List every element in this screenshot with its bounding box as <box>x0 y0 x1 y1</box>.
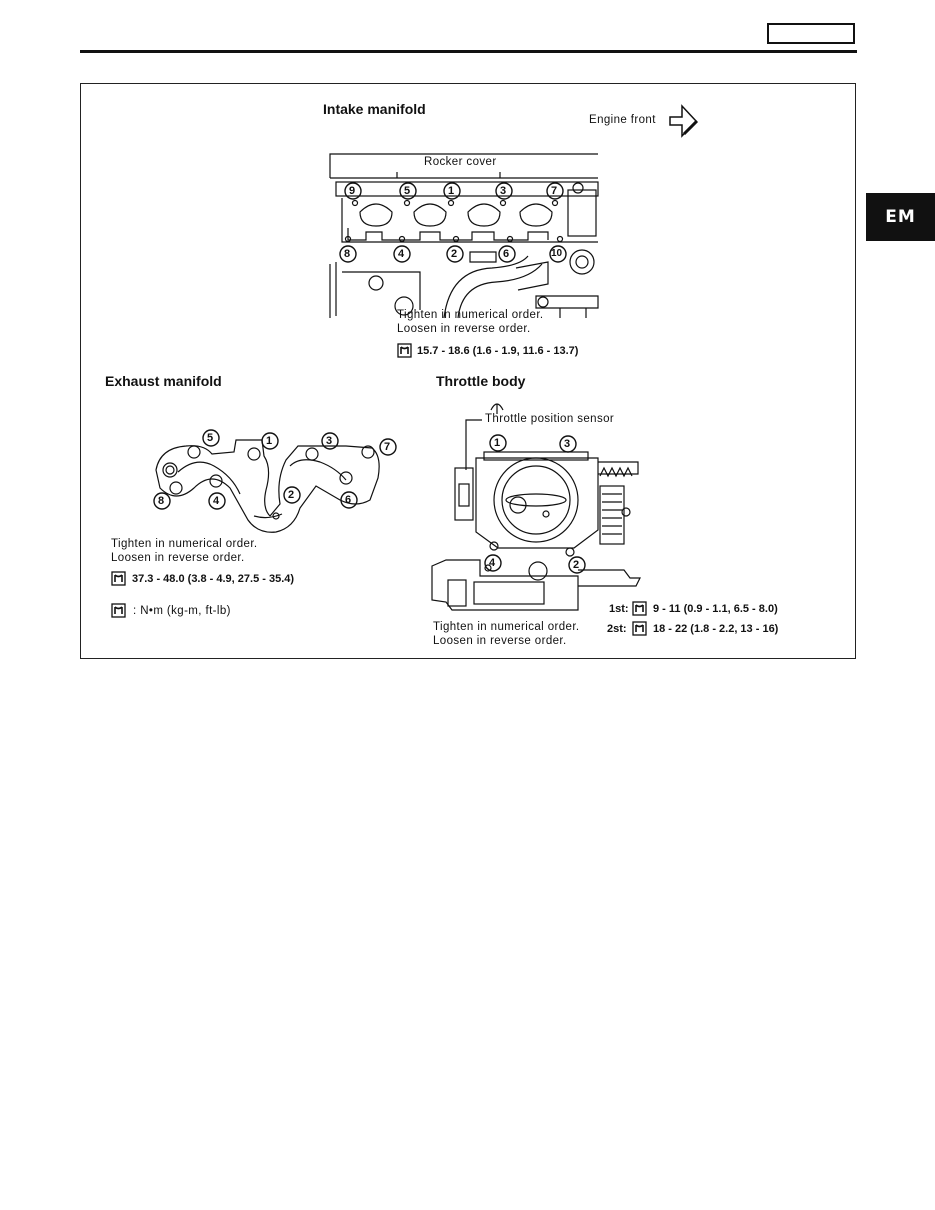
throttle-bolt-3: 3 <box>564 438 571 450</box>
intake-title: Intake manifold <box>323 101 426 117</box>
exhaust-bolt-2: 2 <box>288 489 295 501</box>
intake-bolt-4: 4 <box>398 248 405 260</box>
intake-bolt-8: 8 <box>344 248 351 260</box>
intake-bolt-6: 6 <box>503 248 510 260</box>
section-tab[interactable]: EM <box>866 193 935 241</box>
throttle-bolt-1: 1 <box>494 437 501 449</box>
torque-icon-wrenches <box>115 347 643 632</box>
throttle-second-label: 2st: <box>607 623 627 635</box>
exhaust-bolt-5: 5 <box>207 432 214 444</box>
throttle-bolt-4: 4 <box>489 557 496 569</box>
exhaust-bolt-4: 4 <box>213 495 220 507</box>
throttle-note-loosen: Loosen in reverse order. <box>433 635 567 647</box>
intake-bolt-9: 9 <box>349 185 356 197</box>
throttle-title: Throttle body <box>436 373 526 389</box>
throttle-note-tighten: Tighten in numerical order. <box>433 621 580 633</box>
throttle-second-torque: 18 - 22 (1.8 - 2.2, 13 - 16) <box>653 623 779 635</box>
exhaust-note-tighten: Tighten in numerical order. <box>111 538 258 550</box>
intake-bolt-1: 1 <box>448 185 455 197</box>
throttle-body-drawing <box>432 404 640 610</box>
intake-bolt-5: 5 <box>404 185 411 197</box>
intake-note-tighten: Tighten in numerical order. <box>397 309 544 321</box>
exhaust-manifold-drawing <box>156 440 379 532</box>
exhaust-title: Exhaust manifold <box>105 373 222 389</box>
intake-bolt-7: 7 <box>551 185 558 197</box>
intake-torque-spec: 15.7 - 18.6 (1.6 - 1.9, 11.6 - 13.7) <box>417 345 579 357</box>
exhaust-bolt-1: 1 <box>266 435 273 447</box>
exhaust-bolt-6: 6 <box>345 494 352 506</box>
throttle-sensor-label: Throttle position sensor <box>485 413 615 425</box>
throttle-first-label: 1st: <box>609 603 629 615</box>
exhaust-bolt-8: 8 <box>158 495 165 507</box>
throttle-bolt-2: 2 <box>573 559 580 571</box>
exhaust-bolt-7: 7 <box>384 441 391 453</box>
intake-note-loosen: Loosen in reverse order. <box>397 323 531 335</box>
intake-manifold-drawing <box>330 154 598 318</box>
engine-front-label: Engine front <box>589 114 656 126</box>
torque-unit-legend: : N•m (kg-m, ft-lb) <box>133 605 231 617</box>
rocker-cover-label: Rocker cover <box>424 156 497 168</box>
intake-bolt-10: 10 <box>551 248 563 259</box>
intake-bolt-2: 2 <box>451 248 458 260</box>
exhaust-bolt-3: 3 <box>326 435 333 447</box>
engine-front-arrow-icon <box>670 106 697 136</box>
throttle-first-torque: 9 - 11 (0.9 - 1.1, 6.5 - 8.0) <box>653 603 778 615</box>
exhaust-note-loosen: Loosen in reverse order. <box>111 552 245 564</box>
exhaust-torque-spec: 37.3 - 48.0 (3.8 - 4.9, 27.5 - 35.4) <box>132 573 295 585</box>
intake-bolt-3: 3 <box>500 185 507 197</box>
